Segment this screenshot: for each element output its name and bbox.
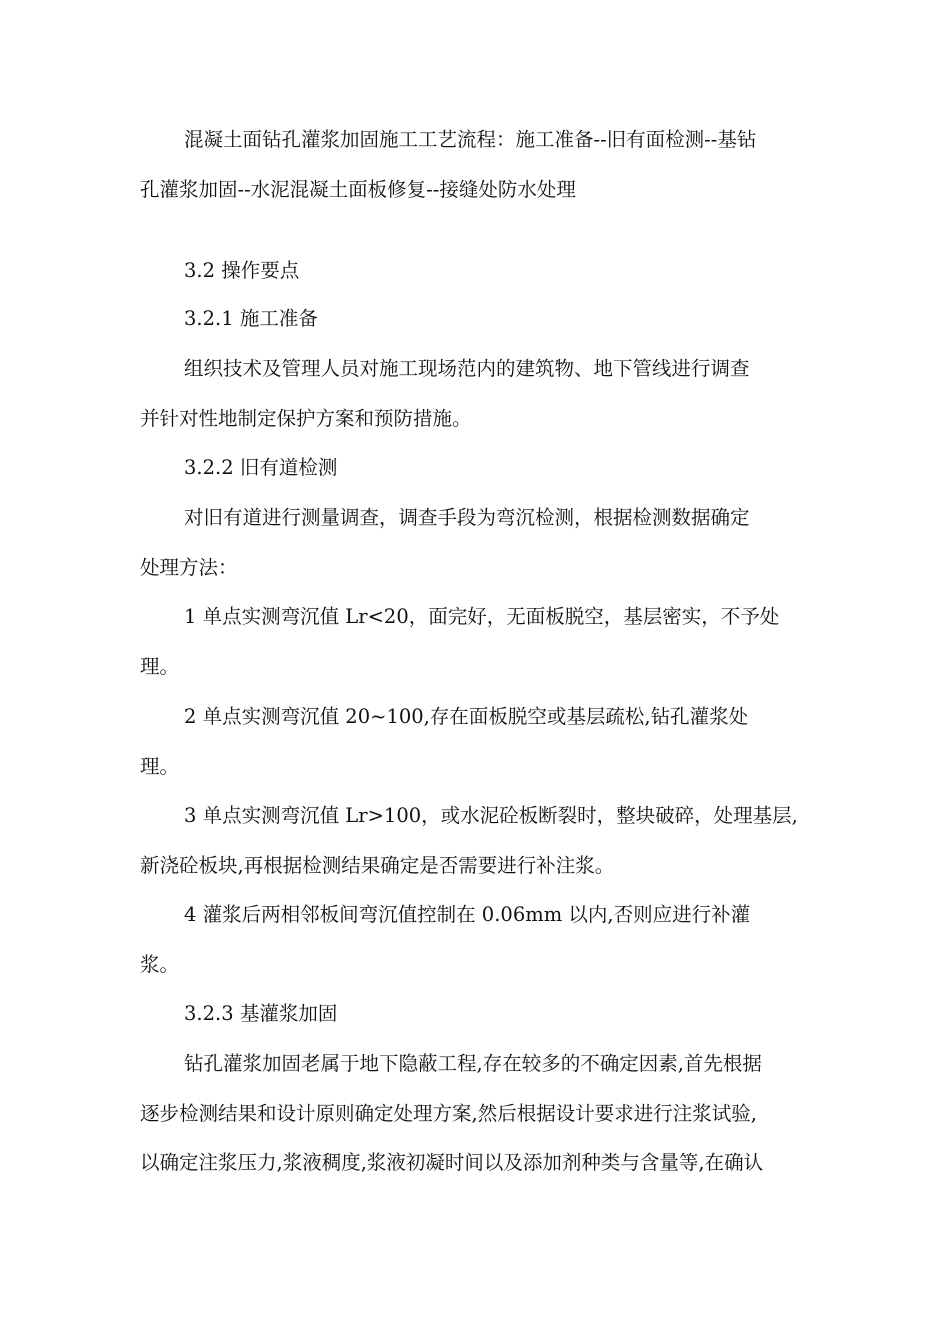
process-flow-line-2: 孔灌浆加固--水泥混凝土面板修复--接缝处防水处理	[140, 178, 576, 201]
inspect-body-line-1: 对旧有道进行测量调查，调查手段为弯沉检测，根据检测数据确定	[184, 506, 750, 529]
prep-body-line-2: 并针对性地制定保护方案和预防措施。	[140, 407, 472, 430]
grout-body-line-3: 以确定注浆压力,浆液稠度,浆液初凝时间以及添加剂种类与含量等,在确认	[140, 1151, 764, 1174]
item-3-line-1: 3 单点实测弯沉值 Lr>100，或水泥砼板断裂时，整块破碎，处理基层,	[184, 804, 798, 827]
item-4-line-2: 浆。	[140, 953, 180, 976]
inspect-body-line-2: 处理方法：	[140, 556, 238, 579]
item-4-line-1: 4 灌浆后两相邻板间弯沉值控制在 0.06mm 以内,否则应进行补灌	[184, 903, 751, 926]
item-3-line-2: 新浇砼板块,再根据检测结果确定是否需要进行补注浆。	[140, 854, 615, 877]
prep-body-line-1: 组织技术及管理人员对施工现场范内的建筑物、地下管线进行调查	[184, 357, 750, 380]
grout-body-line-2: 逐步检测结果和设计原则确定处理方案,然后根据设计要求进行注浆试验,	[140, 1102, 757, 1125]
item-1-line-1: 1 单点实测弯沉值 Lr<20，面完好，无面板脱空，基层密实，不予处	[184, 605, 780, 628]
process-flow-line-1: 混凝土面钻孔灌浆加固施工工艺流程：施工准备--旧有面检测--基钻	[184, 128, 757, 151]
section-heading-3-2: 3.2 操作要点	[184, 259, 300, 282]
item-2-line-2: 理。	[140, 755, 180, 778]
item-1-line-2: 理。	[140, 655, 180, 678]
item-2-line-1: 2 单点实测弯沉值 20~100,存在面板脱空或基层疏松,钻孔灌浆处	[184, 705, 749, 728]
section-heading-3-2-3: 3.2.3 基灌浆加固	[184, 1002, 338, 1025]
grout-body-line-1: 钻孔灌浆加固老属于地下隐蔽工程,存在较多的不确定因素,首先根据	[184, 1052, 762, 1075]
section-heading-3-2-1: 3.2.1 施工准备	[184, 307, 318, 330]
section-heading-3-2-2: 3.2.2 旧有道检测	[184, 456, 338, 479]
